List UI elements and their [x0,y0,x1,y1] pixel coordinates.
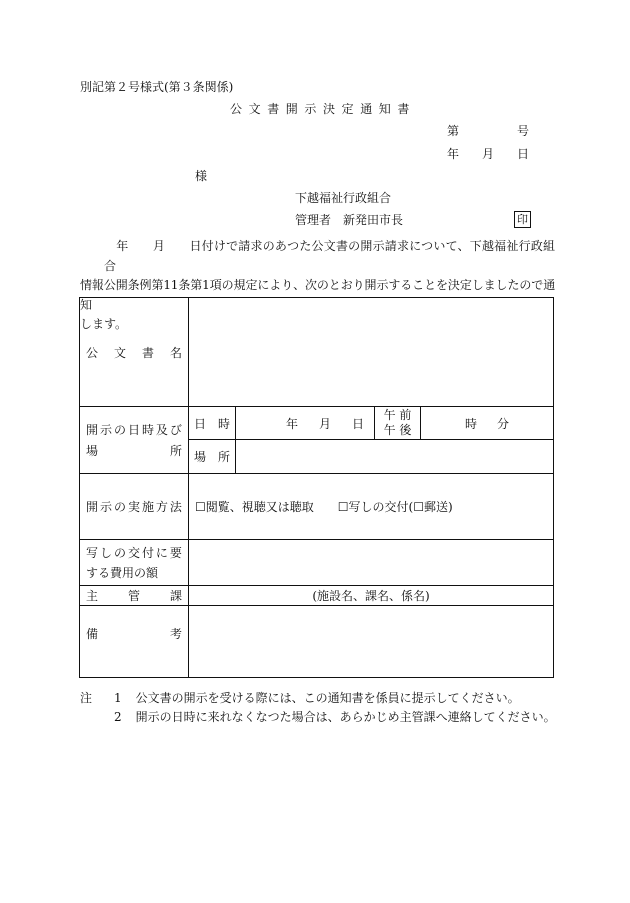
datetime-place-label-2 [86,442,182,459]
label-char: 方 [155,500,168,514]
issuer-org: 下越福祉行政組合 [295,191,392,205]
remarks-value[interactable] [189,606,554,678]
notes [80,689,560,727]
remarks-label [86,625,182,642]
table-year: 年 [286,416,299,431]
label-char: 法 [169,500,182,514]
cost-label-2: する費用の額 [86,566,159,580]
body-line-2: 情報公開条例第11条第1項の規定により、次のとおり開示することを決定しましたので通知 [80,278,555,312]
table-day: 日 [351,416,364,431]
datetime-label: 日 時 [189,407,236,440]
issuer-role: 管理者 [295,213,332,227]
table-minute: 分 [496,416,509,431]
note-1 [80,689,560,708]
label-char: 考 [169,627,182,641]
label-char: 管 [127,589,140,603]
ampm-cell[interactable] [375,407,421,440]
remarks-label-cell [80,606,189,678]
datetime-place-label-1 [86,421,182,438]
label-char: 時 [141,423,154,437]
label-char: 施 [141,500,154,514]
doc-name-value[interactable] [189,298,554,407]
method-label-cell [80,474,189,540]
method-value[interactable]: ☐閲覧、視聴又は聴取 ☐写しの交付(☐郵送) [189,474,554,540]
note-1-text: 公文書の開示を受ける際には、この通知書を係員に提示してください。 [135,691,520,705]
pm-option[interactable]: 午 後 [383,423,412,437]
note-2-number: 2 [114,710,122,724]
label-char: の [113,546,126,560]
method-label [86,498,182,515]
label-char: し [99,546,112,560]
datetime-place-label-2b: 所 [169,444,182,458]
date-value-cell[interactable] [236,407,375,440]
section-label [86,587,182,604]
label-char: 要 [169,546,182,560]
datetime-place-label-2a: 場 [86,444,99,458]
disclosure-form-table [79,297,554,678]
body-line-3: します。 [80,317,128,331]
label-char: に [155,546,168,560]
label-char: 日 [127,423,140,437]
table-hour: 時 [465,416,478,431]
label-char: 備 [86,627,99,641]
label-char: の [113,423,126,437]
label-char: 交 [127,546,140,560]
label-char: 付 [141,546,154,560]
number-prefix: 第 [447,124,460,138]
time-value-cell[interactable] [421,407,554,440]
issuer-name: 新発田市長 [343,213,404,227]
label-char: 及 [155,423,168,437]
number-suffix: 号 [517,124,530,138]
label-char: 示 [99,500,112,514]
label-char: 開 [86,500,99,514]
note-prefix: 注 [80,691,93,705]
note-2-text: 開示の日時に来れなくなつた場合は、あらかじめ主管課へ連絡してください。 [135,710,556,724]
form-reference: 別記第２号様式(第３条関係) [80,80,234,94]
note-1-number: 1 [114,691,122,705]
place-label: 場 所 [189,440,236,474]
doc-name-label-cell [80,298,189,407]
label-char: 開 [86,423,99,437]
table-month: 月 [318,416,331,431]
cost-label-1 [86,544,182,561]
note-2 [80,708,560,727]
cost-label-cell [80,540,189,586]
date-month: 月 [482,147,495,161]
date-year: 年 [447,147,460,161]
label-char: 示 [99,423,112,437]
addressee-suffix: 様 [195,169,208,183]
label-char: 名 [169,345,182,360]
label-char: 主 [86,589,99,603]
label-char: 課 [169,589,182,603]
section-value[interactable]: (施設名、課名、係名) [189,586,554,606]
cost-value[interactable] [189,540,554,586]
label-char: 写 [86,546,99,560]
datetime-place-label-cell [80,407,189,474]
body-line-1: 年 月 日付けで請求のあつた公文書の開示請求について、下越福祉行政組合 [104,239,555,273]
place-value[interactable] [236,440,554,474]
label-char: の [113,500,126,514]
section-label-cell [80,586,189,606]
label-char: び [169,423,182,437]
label-char: 書 [141,345,154,360]
label-char: 文 [113,345,126,360]
label-char: 公 [86,345,99,360]
date-day: 日 [517,147,530,161]
doc-name-label [86,344,182,361]
document-title: 公文書開示決定通知書 [230,102,417,116]
seal-stamp: 印 [514,211,531,228]
label-char: 実 [127,500,140,514]
am-option[interactable]: 午 前 [383,408,412,422]
